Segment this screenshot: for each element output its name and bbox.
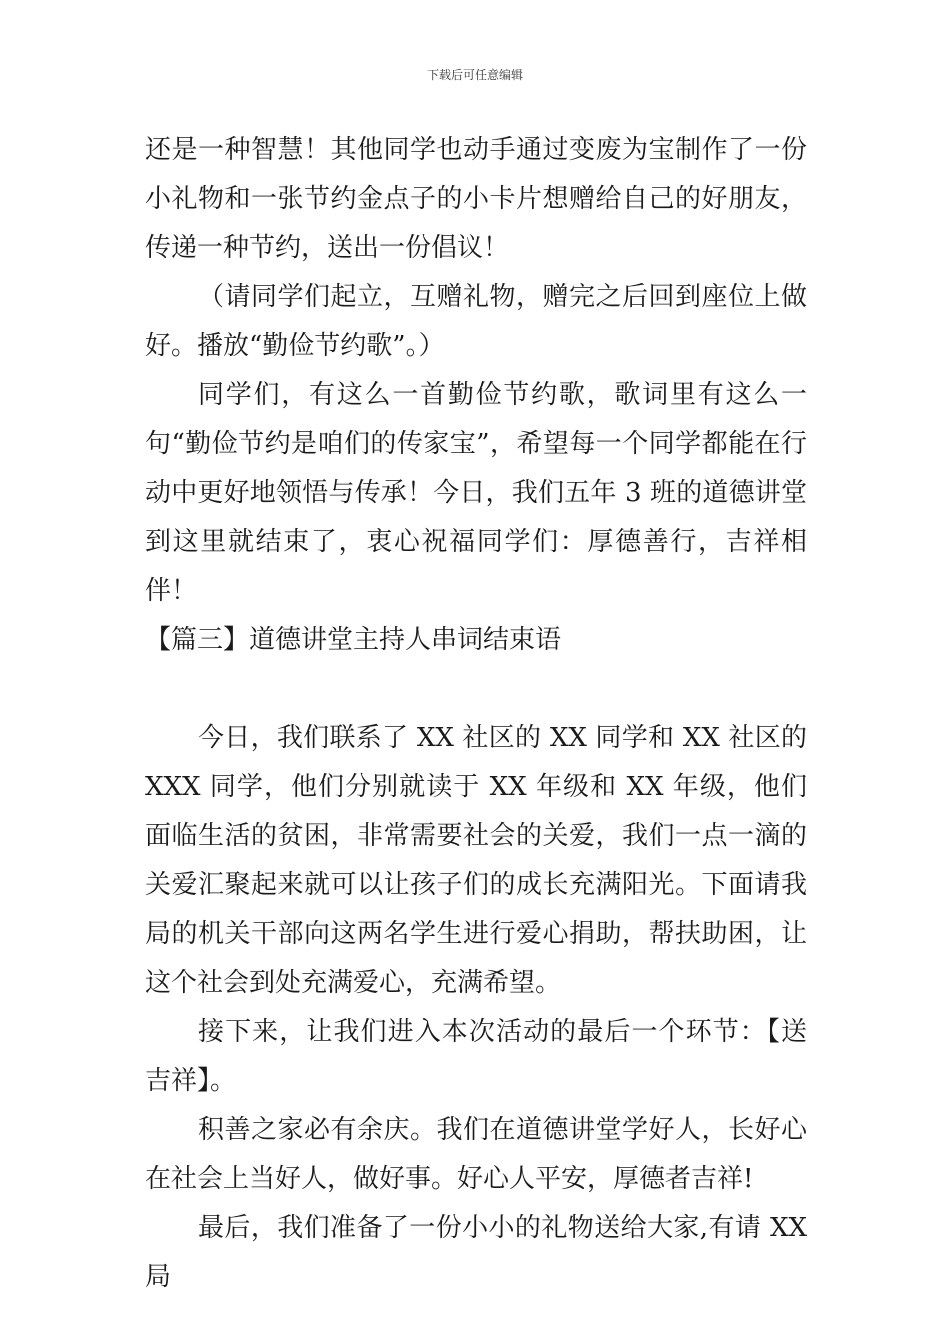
paragraph-instruction: （请同学们起立，互赠礼物，赠完之后回到座位上做好。播放“勤俭节约歌”。）	[145, 282, 807, 361]
paragraph-blessing: 积善之家必有余庆。我们在道德讲堂学好人，长好心在社会上当好人，做好事。好心人平安，厚德者吉祥!	[145, 1115, 807, 1194]
document-body	[145, 126, 807, 1302]
blank-line	[145, 665, 807, 714]
paragraph-final: 最后，我们准备了一份小小的礼物送给大家,有请 XX 局	[145, 1213, 807, 1292]
paragraph-closing-song: 同学们，有这么一首勤俭节约歌，歌词里有这么一句“勤俭节约是咱们的传家宝”，希望每一个同学都能在行动中更好地领悟与传承！今日，我们五年 3 班的道德讲堂到这里就结束了，衷心祝福同学们：厚德善行，吉祥相伴！	[145, 380, 807, 606]
paragraph-next-step: 接下来，让我们进入本次活动的最后一个环节：【送吉祥】。	[145, 1017, 807, 1096]
section-heading: 【篇三】道德讲堂主持人串词结束语	[145, 625, 562, 655]
paragraph-continuation: 还是一种智慧！其他同学也动手通过变废为宝制作了一份小礼物和一张节约金点子的小卡片想赠给自己的好朋友，传递一种节约，送出一份倡议！	[145, 135, 807, 263]
page-header: 下载后可任意编辑	[426, 68, 523, 82]
paragraph-donation: 今日，我们联系了 XX 社区的 XX 同学和 XX 社区的 XXX 同学，他们分别就读于 XX 年级和 XX 年级，他们面临生活的贫困，非常需要社会的关爱，我们一点一滴的关爱汇聚起来就可以让孩子们的成长充满阳光。下面请我局的机关干部向这两名学生进行爱心捐助，帮扶助困，让这个社会到处充满爱心，充满希望。	[145, 723, 807, 998]
